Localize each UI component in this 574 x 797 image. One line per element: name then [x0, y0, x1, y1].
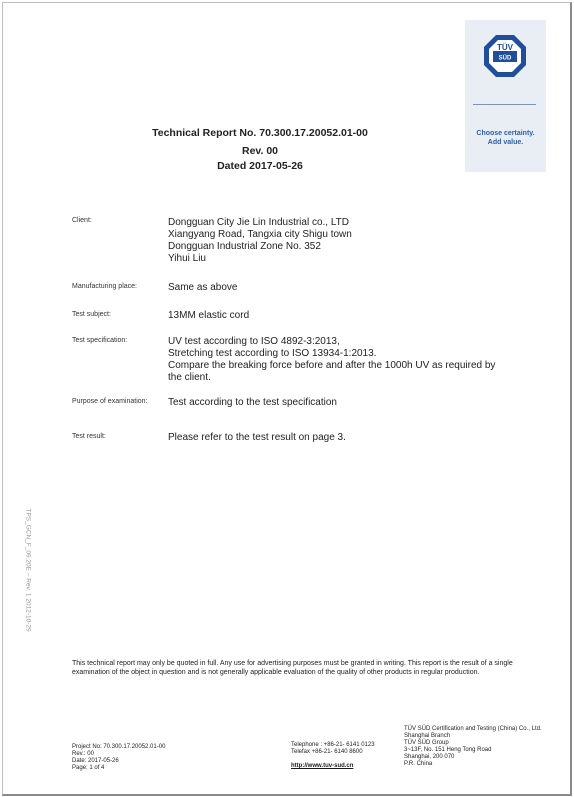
footer-website-link[interactable]: http://www.tuv-sud.cn [291, 763, 354, 769]
spec-line: Stretching test according to ISO 13934-1:2013. [168, 348, 377, 359]
test-result-value: Please refer to the test result on page 3. [168, 432, 346, 443]
company-line: TÜV SÜD Certification and Testing (China) Co., Ltd. [404, 726, 542, 732]
tagline-line-1: Choose certainty. [476, 130, 535, 137]
report-title: Technical Report No. 70.300.17.20052.01-00 [152, 127, 368, 139]
client-line: Dongguan City Jie Lin Industrial co., LTD [168, 217, 350, 228]
footer-company-address [404, 726, 542, 768]
spec-line: the client. [168, 372, 211, 383]
client-line: Yihui Liu [168, 253, 206, 264]
footer-date: Date: 2017-05-26 [72, 758, 119, 764]
footer-project-info [72, 744, 165, 772]
company-line: 3~13F, No. 151 Heng Tong Road [404, 747, 492, 753]
form-reference-note: TPS_GCN_F_09.20E – Rev. 1 2012-10-29 [24, 508, 32, 632]
logo-text-top: TÜV [497, 43, 513, 52]
spec-line: UV test according to ISO 4892-3:2013, [168, 336, 340, 347]
client-label: Client: [72, 217, 92, 224]
company-line: Shanghai, 200 070 [404, 754, 455, 760]
report-revision: Rev. 00 [242, 145, 278, 157]
tagline-line-2: Add value. [487, 139, 524, 146]
purpose-label: Purpose of examination: [72, 398, 148, 405]
company-line: TÜV SÜD Group [404, 740, 449, 746]
footer-contact [291, 742, 375, 770]
footer-revision: Rev.: 00 [72, 751, 94, 757]
footer-page-number: Page: 1 of 4 [72, 765, 105, 771]
spec-line: Compare the breaking force before and after the 1000h UV as required by [168, 360, 496, 371]
client-line: Xiangyang Road, Tangxia city Shigu town [168, 229, 352, 240]
report-date: Dated 2017-05-26 [217, 160, 303, 172]
purpose-value: Test according to the test specification [168, 397, 337, 408]
client-value [168, 217, 352, 265]
test-result-label: Test result: [72, 433, 106, 440]
manufacturing-place-value: Same as above [168, 282, 238, 293]
logo-text-bottom: SÜD [498, 55, 512, 62]
test-specification-label: Test specification: [72, 337, 128, 344]
disclaimer-text: This technical report may only be quoted in full. Any use for advertising purposes must be granted in writing. This report is the result of a single examination of the object in question and is not generally applicable evaluation of the quality of other products in regular production. [72, 660, 513, 676]
test-subject-value: 13MM elastic cord [168, 310, 250, 321]
client-line: Dongguan Industrial Zone No. 352 [168, 241, 321, 252]
footer-telefax: Telefax +86-21- 6140 8600 [291, 749, 363, 755]
company-line: P.R. China [404, 761, 433, 767]
footer-telephone: Telephone : +86-21- 6141 0123 [291, 742, 375, 748]
manufacturing-place-label: Manufacturing place: [72, 283, 137, 290]
logo-panel [465, 20, 546, 172]
logo-divider [473, 104, 536, 105]
tuv-sud-logo-icon [483, 34, 527, 78]
company-line: Shanghai Branch [404, 733, 451, 739]
test-subject-label: Test subject: [72, 311, 111, 318]
footer-project-number: Project No: 70.300.17.20052.01-00 [72, 744, 166, 750]
test-specification-value [168, 336, 495, 384]
